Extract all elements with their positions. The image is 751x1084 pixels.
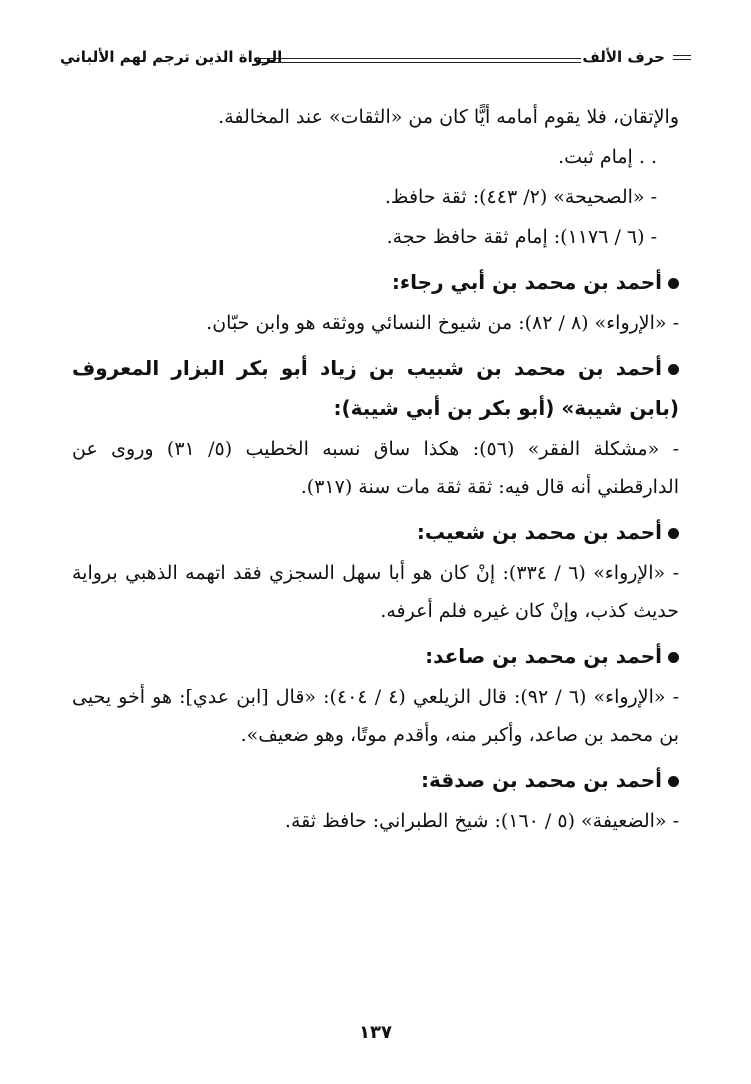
entry-heading <box>72 512 679 552</box>
header-rule <box>256 58 581 63</box>
entry-heading-text: أحمد بن محمد بن صاعد: <box>425 644 662 668</box>
entry-heading <box>72 760 679 800</box>
entry-heading-text: أحمد بن محمد بن شعيب: <box>416 520 662 544</box>
entry-heading-text: أحمد بن محمد بن شبيب بن زياد أبو بكر البزار المعروف (بابن شيبة» (أبو بكر بن أبي شيبة): <box>72 356 679 420</box>
entry-heading-text: أحمد بن محمد بن أبي رجاء: <box>391 270 662 294</box>
page-body <box>72 98 679 842</box>
paragraph: - «الإرواء» (٨ / ٨٢): من شيوخ النسائي ووثقه هو وابن حبّان. <box>206 312 679 334</box>
bullet-icon <box>668 776 679 787</box>
header-section-title: حرف الألف <box>582 48 665 66</box>
entry-heading <box>72 636 679 676</box>
bullet-icon <box>668 652 679 663</box>
entry-heading <box>72 348 679 428</box>
header-rule-icon <box>673 55 691 60</box>
entry-heading-text: أحمد بن محمد بن صدقة: <box>421 768 662 792</box>
paragraph: - «مشكلة الفقر» (٥٦): هكذا ساق نسبه الخطيب (٥/ ٣١) وروى عن الدارقطني أنه قال فيه: ثقة ثقة مات سنة (٣١٧). <box>72 438 679 498</box>
paragraph: - (٦ / ١١٧٦): إمام ثقة حافظ حجة. <box>386 226 657 248</box>
paragraph: - «الإرواء» (٦ / ٩٢): قال الزيلعي (٤ / ٤٠٤): «قال [ابن عدي]: هو أخو يحيى بن محمد بن صاعد، وأكبر منه، وأقدم موتًا، وهو ضعيف». <box>72 686 679 746</box>
running-header <box>60 44 691 72</box>
paragraph: - «الإرواء» (٦ / ٣٣٤): إنْ كان هو أبا سهل السجزي فقد اتهمه الذهبي برواية حديث كذب، وإنْ كان غيره فلم أعرفه. <box>72 562 680 622</box>
bullet-icon <box>668 364 679 375</box>
header-section <box>582 48 691 66</box>
bullet-icon <box>668 528 679 539</box>
paragraph: . . إمام ثبت. <box>558 146 657 168</box>
paragraph: - «الضعيفة» (٥ / ١٦٠): شيخ الطبراني: حافظ ثقة. <box>284 810 679 832</box>
paragraph: - «الصحيحة» (٢/ ٤٤٣): ثقة حافظ. <box>384 186 657 208</box>
entry-heading <box>72 262 679 302</box>
page-number: ١٣٧ <box>359 1022 392 1043</box>
header-book-title: الرواة الذين ترجم لهم الألباني <box>60 48 283 66</box>
bullet-icon <box>668 278 679 289</box>
paragraph: والإتقان، فلا يقوم أمامه أيًّا كان من «الثقات» عند المخالفة. <box>218 106 679 128</box>
